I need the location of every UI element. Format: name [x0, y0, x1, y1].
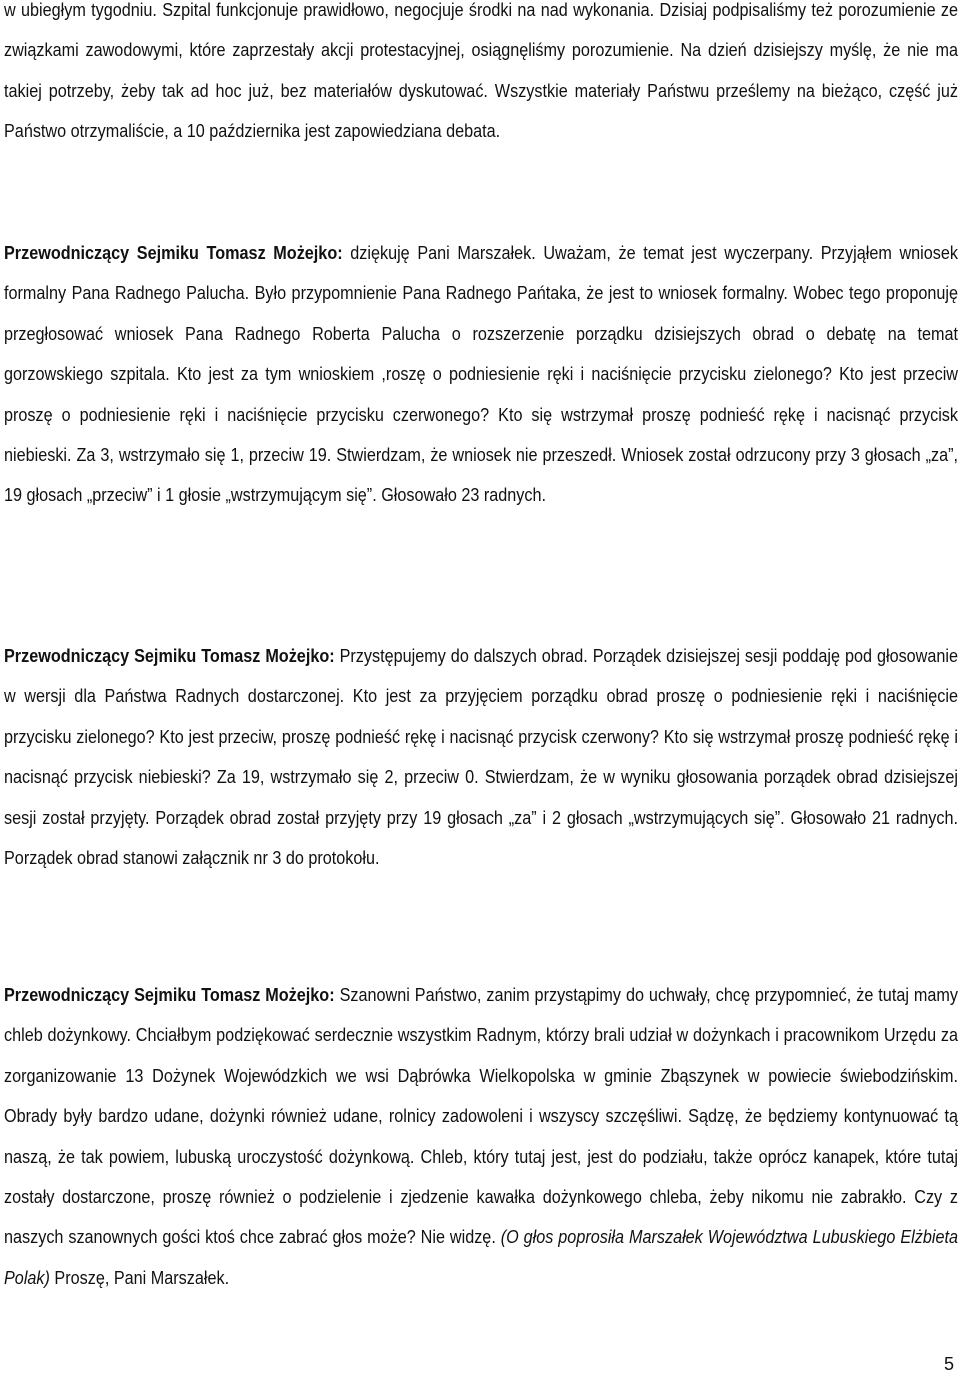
- paragraph-text: Szanowni Państwo, zanim przystąpimy do uchwały, chcę przypomnieć, że tutaj mamy chleb dożynkowy. Chciałbym podziękować serdecznie wszystkim Radnym, którzy brali udział w dożynkach i pracownikom Urzędu za zorganizowanie 13 Dożynek Wojewódzkich we wsi Dąbrówka Wielkopolska w gminie Zbąszynek w powiecie świebodzińskim. Obrady były bardzo udane, dożynki również udane, rolnicy zadowoleni i wszyscy szczęśliwi. Sądzę, że będziemy kontynuować tą naszą, że tak powiem, lubuską uroczystość dożynkową. Chleb, który tutaj jest, jest do podziału, także oprócz kanapek, które tutaj zostały dostarczone, proszę również o podzielenie i zjedzenie kawałka dożynkowego chleba, żeby nikomu nie zabrakło. Czy z naszych szanownych gości ktoś chce zabrać głos może? Nie widzę.: [4, 985, 958, 1248]
- paragraph-agenda-vote: [4, 636, 958, 878]
- paragraph-report-continuation: [4, 0, 958, 152]
- speaker-label: Przewodniczący Sejmiku Tomasz Możejko:: [4, 985, 335, 1005]
- paragraph-motion-vote: [4, 233, 958, 516]
- paragraph-text: dziękuję Pani Marszałek. Uważam, że temat jest wyczerpany. Przyjąłem wniosek formalny Pana Radnego Palucha. Było przypomnienie Pana Radnego Pańtaka, że jest to wniosek formalny. Wobec tego proponuję przegłosować wniosek Pana Radnego Roberta Palucha o rozszerzenie porządku dzisiejszych obrad o debatę na temat gorzowskiego szpitala. Kto jest za tym wnioskiem ,roszę o podniesienie ręki i naciśnięcie przycisku zielonego? Kto jest przeciw proszę o podniesienie ręki i naciśnięcie przycisku czerwonego? Kto się wstrzymał proszę podnieść rękę i nacisnąć przycisk niebieski. Za 3, wstrzymało się 1, przeciw 19. Stwierdzam, że wniosek nie przeszedł. Wniosek został odrzucony przy 3 głosach „za”, 19 głosach „przeciw” i 1 głosie „wstrzymującym się”. Głosowało 23 radnych.: [4, 243, 958, 506]
- stage-direction: (O głos poprosiła Marszałek Województwa Lubuskiego Elżbieta Polak): [4, 1227, 958, 1288]
- paragraph-text: Przystępujemy do dalszych obrad. Porządek dzisiejszej sesji poddaję pod głosowanie w wersji dla Państwa Radnych dostarczonej. Kto jest za przyjęciem porządku obrad proszę o podniesienie ręki i naciśnięcie przycisku zielonego? Kto jest przeciw, proszę podnieść rękę i nacisnąć przycisk czerwony? Kto się wstrzymał proszę podnieść rękę i nacisnąć przycisk niebieski? Za 19, wstrzymało się 2, przeciw 0. Stwierdzam, że w wyniku głosowania porządek obrad dzisiejszej sesji został przyjęty. Porządek obrad został przyjęty przy 19 głosach „za” i 2 głosach „wstrzymujących się”. Głosowało 21 radnych. Porządek obrad stanowi załącznik nr 3 do protokołu.: [4, 646, 959, 869]
- paragraph-text-tail: Proszę, Pani Marszałek.: [49, 1267, 230, 1288]
- paragraph-harvest-bread: [4, 975, 958, 1298]
- page-number: 5: [943, 1354, 954, 1374]
- paragraph-text: w ubiegłym tygodniu. Szpital funkcjonuje prawidłowo, negocjuje środki na nad wykonania. Dzisiaj podpisaliśmy też porozumienie ze związkami zawodowymi, które zaprzestały akcji protestacyjnej, osiągnęliśmy porozumienie. Na dzień dzisiejszy myślę, że nie ma takiej potrzeby, żeby tak ad hoc już, bez materiałów dyskutować. Wszystkie materiały Państwu prześlemy na bieżąco, część już Państwo otrzymaliście, a 10 października jest zapowiedziana debata.: [4, 0, 958, 142]
- speaker-label: Przewodniczący Sejmiku Tomasz Możejko:: [4, 243, 343, 263]
- speaker-label: Przewodniczący Sejmiku Tomasz Możejko:: [4, 646, 335, 666]
